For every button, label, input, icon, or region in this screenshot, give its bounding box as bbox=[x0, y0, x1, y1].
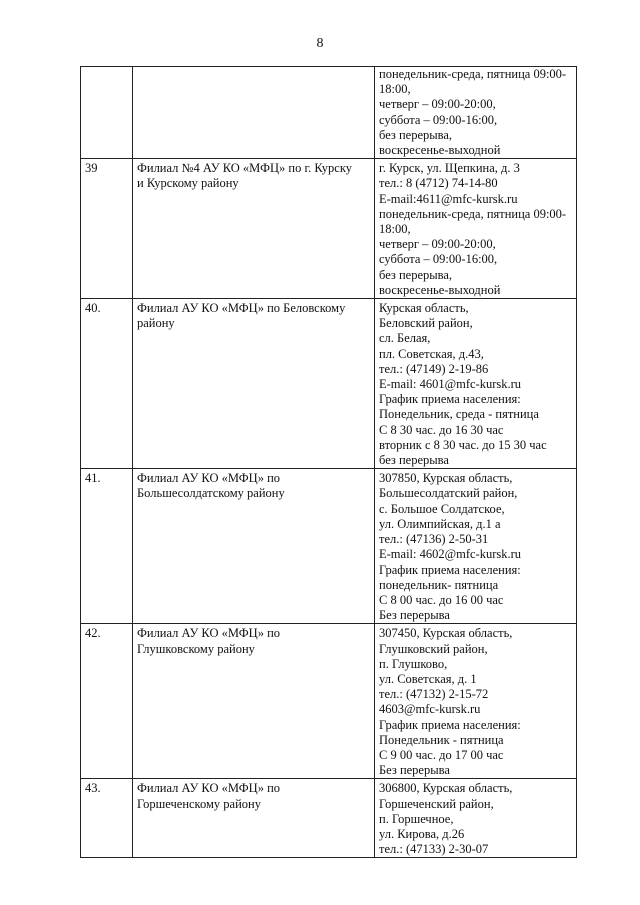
contact-line: четверг – 09:00-20:00, bbox=[379, 237, 496, 252]
contact-line: четверг – 09:00-20:00, bbox=[379, 97, 496, 112]
contact-line: ул. Кирова, д.26 bbox=[379, 826, 465, 841]
contact-line: Без перерыва bbox=[379, 608, 450, 623]
contact-line: понедельник-среда, пятница 09:00- bbox=[379, 206, 567, 221]
contact-line: Глушковский район, bbox=[379, 641, 488, 656]
branch-contacts bbox=[375, 299, 577, 469]
branch-name bbox=[133, 779, 375, 858]
branches-table bbox=[80, 66, 577, 858]
row-number: 43. bbox=[81, 779, 133, 858]
contact-line: Без перерыва bbox=[379, 763, 450, 778]
contact-line: тел.: (47136) 2-50-31 bbox=[379, 532, 489, 547]
branch-contacts bbox=[375, 67, 577, 159]
branch-name-line: Горшеченскому району bbox=[137, 796, 261, 811]
branch-name bbox=[133, 159, 375, 299]
table-row bbox=[81, 779, 577, 858]
table-row bbox=[81, 67, 577, 159]
branch-name-line: району bbox=[137, 316, 175, 331]
contact-line: вторник с 8 30 час. до 15 30 час bbox=[379, 437, 547, 452]
contact-line: 307450, Курская область, bbox=[379, 626, 513, 641]
branch-name bbox=[133, 624, 375, 779]
branch-contacts bbox=[375, 624, 577, 779]
contact-line: E-mail: 4602@mfc-kursk.ru bbox=[379, 547, 522, 562]
branch-name-line: Филиал АУ КО «МФЦ» по bbox=[137, 626, 281, 641]
contact-line: понедельник-среда, пятница 09:00- bbox=[379, 67, 567, 81]
contact-line: 4603@mfc-kursk.ru bbox=[379, 702, 481, 717]
table-row bbox=[81, 624, 577, 779]
contact-line: г. Курск, ул. Щепкина, д. 3 bbox=[379, 161, 520, 176]
table-row bbox=[81, 469, 577, 624]
contact-line: 306800, Курская область, bbox=[379, 781, 513, 796]
contact-line: 18:00, bbox=[379, 82, 411, 97]
contact-line: без перерыва bbox=[379, 453, 449, 468]
page-number: 8 bbox=[316, 36, 324, 51]
contact-line: Горшеченский район, bbox=[379, 796, 494, 811]
contact-line: ул. Советская, д. 1 bbox=[379, 671, 477, 686]
contact-line: Понедельник - пятница bbox=[379, 732, 504, 747]
branch-name-line: и Курскому району bbox=[137, 176, 239, 191]
contact-line: воскресенье-выходной bbox=[379, 282, 501, 297]
branch-name bbox=[133, 299, 375, 469]
contact-line: График приема населения: bbox=[379, 392, 521, 407]
contact-line: без перерыва, bbox=[379, 267, 453, 282]
contact-line: суббота – 09:00-16:00, bbox=[379, 112, 498, 127]
contact-line: пл. Советская, д.43, bbox=[379, 346, 484, 361]
row-number: 39 bbox=[81, 159, 133, 299]
contact-line: тел.: (47133) 2-30-07 bbox=[379, 842, 489, 857]
contact-line: тел.: (47149) 2-19-86 bbox=[379, 361, 489, 376]
branch-name-line: Филиал АУ КО «МФЦ» по bbox=[137, 471, 281, 486]
contact-line: Большесолдатский район, bbox=[379, 486, 518, 501]
table-row bbox=[81, 159, 577, 299]
contact-line: С 8 00 час. до 16 00 час bbox=[379, 592, 504, 607]
branch-contacts bbox=[375, 469, 577, 624]
contact-line: С 8 30 час. до 16 30 час bbox=[379, 422, 504, 437]
contact-line: E-mail:4611@mfc-kursk.ru bbox=[379, 191, 518, 206]
branch-name-line: Глушковскому району bbox=[137, 641, 255, 656]
branch-name bbox=[133, 469, 375, 624]
contact-line: ул. Олимпийская, д.1 а bbox=[379, 516, 501, 531]
contact-line: С 9 00 час. до 17 00 час bbox=[379, 747, 504, 762]
branch-name-line: Большесолдатскому району bbox=[137, 486, 285, 501]
row-number: 41. bbox=[81, 469, 133, 624]
contact-line: Курская область, bbox=[379, 301, 469, 316]
contact-line: 18:00, bbox=[379, 222, 411, 237]
contact-line: воскресенье-выходной bbox=[379, 143, 501, 158]
contact-line: График приема населения: bbox=[379, 562, 521, 577]
branch-name-line: Филиал АУ КО «МФЦ» по Беловскому bbox=[137, 301, 346, 316]
row-number bbox=[81, 67, 133, 159]
contact-line: без перерыва, bbox=[379, 127, 453, 142]
branch-name-line: Филиал №4 АУ КО «МФЦ» по г. Курску bbox=[137, 161, 352, 176]
contact-line: График приема населения: bbox=[379, 717, 521, 732]
row-number: 40. bbox=[81, 299, 133, 469]
branches-table-body bbox=[81, 67, 577, 858]
branch-name-line: Филиал АУ КО «МФЦ» по bbox=[137, 781, 281, 796]
contact-line: тел.: (47132) 2-15-72 bbox=[379, 687, 489, 702]
contact-line: п. Глушково, bbox=[379, 656, 448, 671]
contact-line: сл. Белая, bbox=[379, 331, 431, 346]
contact-line: E-mail: 4601@mfc-kursk.ru bbox=[379, 377, 522, 392]
contact-line: 307850, Курская область, bbox=[379, 471, 513, 486]
branch-contacts bbox=[375, 159, 577, 299]
contact-line: суббота – 09:00-16:00, bbox=[379, 252, 498, 267]
table-row bbox=[81, 299, 577, 469]
contact-line: с. Большое Солдатское, bbox=[379, 501, 505, 516]
contact-line: п. Горшечное, bbox=[379, 811, 454, 826]
row-number: 42. bbox=[81, 624, 133, 779]
branch-contacts bbox=[375, 779, 577, 858]
contact-line: Беловский район, bbox=[379, 316, 473, 331]
contact-line: Понедельник, среда - пятница bbox=[379, 407, 539, 422]
branch-name bbox=[133, 67, 375, 159]
contact-line: понедельник- пятница bbox=[379, 577, 499, 592]
contact-line: тел.: 8 (4712) 74-14-80 bbox=[379, 176, 498, 191]
